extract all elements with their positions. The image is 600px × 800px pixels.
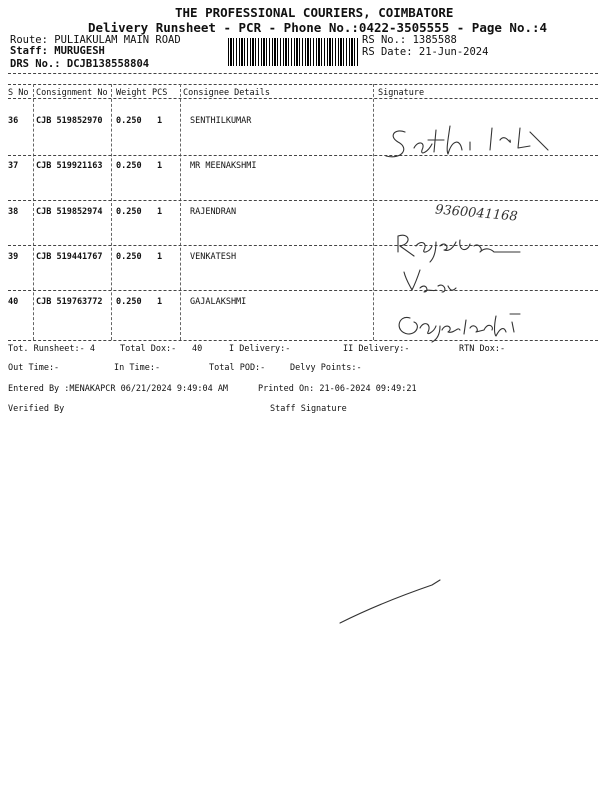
row-consignment: CJB 519852974 [36, 207, 103, 217]
in-time: In Time:- [114, 363, 161, 373]
verified-by: Verified By [8, 404, 65, 414]
col-signature: Signature [378, 88, 425, 98]
rs-no-label: RS No.: [362, 34, 407, 46]
total-pod: Total POD:- [209, 363, 266, 373]
row-consignee: RAJENDRAN [190, 207, 237, 217]
company-title: THE PROFESSIONAL COURIERS, COIMBATORE [175, 5, 454, 20]
rtn-dox: RTN Dox:- [459, 344, 506, 354]
column-line [180, 84, 181, 340]
header-divider [8, 73, 598, 74]
row-pcs: 1 [157, 207, 163, 217]
rs-date-line [362, 46, 488, 58]
signature-rajendran [398, 235, 520, 262]
row-weight: 0.250 [116, 207, 142, 217]
staff-signature: Staff Signature [270, 404, 347, 414]
entered-by: Entered By :MENAKAPCR 06/21/2024 9:49:04 AM [8, 384, 229, 394]
column-line [373, 84, 374, 340]
stray-pen-stroke [340, 580, 440, 623]
row-consignee: SENTHILKUMAR [190, 116, 252, 126]
row-consignee: GAJALAKSHMI [190, 297, 247, 307]
rs-date-value: 21-Jun-2024 [418, 46, 489, 58]
row-divider [8, 245, 598, 246]
row-pcs: 1 [157, 116, 163, 126]
route-label: Route: [10, 34, 48, 46]
tot-runsheet: Tot. Runsheet:- 4 [8, 344, 95, 354]
row-divider [8, 155, 598, 156]
row-weight: 0.250 [116, 252, 142, 262]
printed-on: Printed On: 21-06-2024 09:49:21 [258, 384, 417, 394]
drs-label: DRS No.: [10, 58, 61, 70]
i-delivery: I Delivery:- [229, 344, 291, 354]
row-divider [8, 200, 598, 201]
column-line [111, 84, 112, 340]
col-pcs: PCS [152, 88, 168, 98]
drs-line [10, 58, 149, 70]
drs-value: DCJB138558804 [66, 58, 150, 70]
col-consignment: Consignment No [36, 88, 108, 98]
row-sno: 39 [8, 252, 19, 262]
ii-delivery: II Delivery:- [343, 344, 410, 354]
total-dox-value: 40 [192, 344, 203, 354]
route-value: PULIAKULAM MAIN ROAD [54, 34, 181, 46]
row-weight: 0.250 [116, 161, 142, 171]
row-consignee: VENKATESH [190, 252, 237, 262]
runsheet-title: Delivery Runsheet - PCR - Phone No.:0422-3505555 - Page No.:4 [88, 20, 548, 35]
staff-label: Staff: [10, 45, 48, 57]
rs-no-line [362, 34, 457, 46]
row-consignment: CJB 519921163 [36, 161, 103, 171]
column-line [33, 84, 34, 340]
row-sno: 38 [8, 207, 19, 217]
signature-senthilkumar [386, 126, 548, 157]
row-weight: 0.250 [116, 297, 142, 307]
row-weight: 0.250 [116, 116, 142, 126]
row-pcs: 1 [157, 161, 163, 171]
header-row-divider [8, 98, 598, 99]
staff-value: MURUGESH [54, 45, 105, 57]
signature-gajalakshmi [399, 314, 520, 342]
row-consignment: CJB 519763772 [36, 297, 103, 307]
total-dox-label: Total Dox:- [120, 344, 177, 354]
row-consignment: CJB 519441767 [36, 252, 103, 262]
row-consignment: CJB 519852970 [36, 116, 103, 126]
row-divider [8, 290, 598, 291]
row-consignee: MR MEENAKSHMI [190, 161, 257, 171]
col-weight: Weight [116, 88, 147, 98]
signature-veena [404, 270, 456, 292]
rs-date-label: RS Date: [362, 46, 413, 58]
row-sno: 37 [8, 161, 19, 171]
row-pcs: 1 [157, 297, 163, 307]
delvy-points: Delvy Points:- [290, 363, 362, 373]
barcode [228, 38, 358, 66]
row-sno: 36 [8, 116, 19, 126]
handwritten-phone: 9360041168 [434, 202, 519, 225]
table-bottom-divider [8, 340, 598, 341]
row-sno: 40 [8, 297, 19, 307]
col-sno: S No [8, 88, 29, 98]
row-pcs: 1 [157, 252, 163, 262]
table-top-divider [8, 84, 598, 85]
rs-no-value: 1385588 [412, 34, 457, 46]
staff-line [10, 45, 105, 57]
out-time: Out Time:- [8, 363, 60, 373]
col-consignee: Consignee Details [183, 88, 270, 98]
